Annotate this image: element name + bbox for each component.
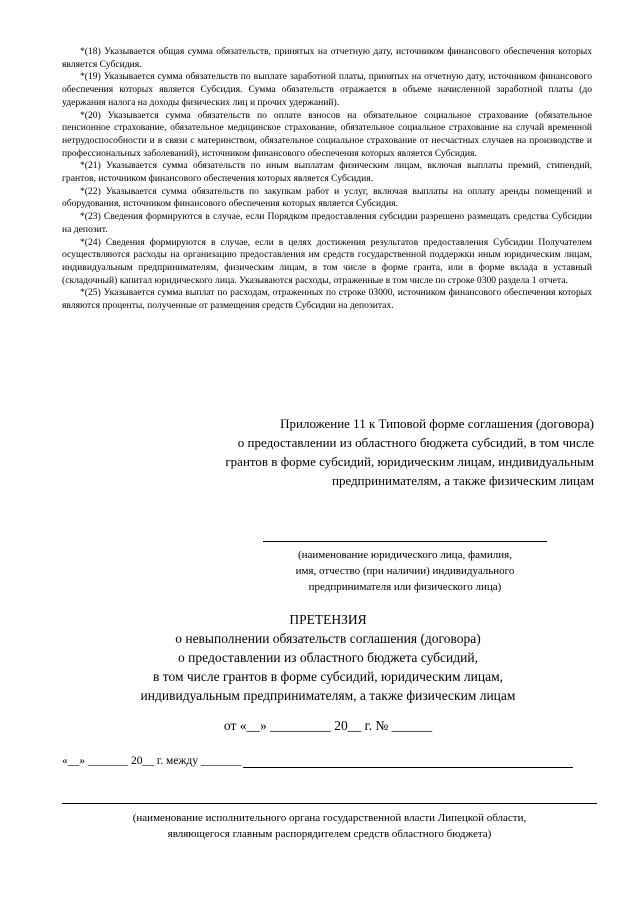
claim-title: ПРЕТЕНЗИЯ: [289, 612, 367, 627]
organization-caption: [62, 810, 597, 842]
claim-line: о невыполнении обязательств соглашения (договора): [175, 631, 481, 646]
appendix-line: грантов в форме субсидий, юридическим лицам, индивидуальным: [225, 454, 594, 469]
footnote-20: *(20) Указывается сумма обязательств по оплате взносов на обязательное социальное страхование (обязательное пенсионное страхование, обязательное медицинское страхование, обязательное социальное страхование на случай временной нетрудоспособности и в связи с материнством, обязательное социальное страхование от несчастных случаев на производстве и профессиональных заболеваний), источником финансового обеспечения которых является Субсидия.: [62, 109, 592, 159]
recipient-caption-line: имя, отчество (при наличии) индивидуального: [295, 565, 515, 577]
footnote-25: *(25) Указывается сумма выплат по расходам, отраженных по строке 03000, источником финансового обеспечения которых являются проценты, полученные от размещения средств Субсидии на депозитах.: [62, 287, 592, 312]
recipient-caption-line: предпринимателя или физического лица): [308, 581, 502, 593]
between-fill-field[interactable]: [243, 755, 573, 768]
appendix-line: Приложение 11 к Типовой форме соглашения (договора): [280, 416, 594, 431]
recipient-caption-line: (наименование юридического лица, фамилия,: [297, 549, 512, 561]
claim-heading: [62, 610, 594, 705]
footnote-19: *(19) Указывается сумма обязательств по выплате заработной платы, принятых на отчетную дату, источником финансового обеспечения которых является Субсидия. Сумма обязательств отражается в объеме начисленной заработной платы (до удержания налога на доходы физических лиц и прочих удержаний).: [62, 71, 592, 108]
organization-caption-line: (наименование исполнительного органа государственной власти Липецкой области,: [132, 812, 527, 824]
organization-name-field[interactable]: [62, 803, 597, 804]
claim-date-number-line[interactable]: от «__» _________ 20__ г. № ______: [223, 718, 433, 733]
claim-line: индивидуальным предпринимателям, а также физическим лицам: [140, 688, 516, 703]
between-line[interactable]: [62, 755, 597, 768]
footnote-18: *(18) Указывается общая сумма обязательств, принятых на отчетную дату, источником финансового обеспечения которых является Субсидия.: [62, 46, 592, 70]
footnote-22: *(22) Указывается сумма обязательств по закупкам работ и услуг, включая выплаты на оплату аренды помещений и оборудования, источником финансового обеспечения которых является Субсидия.: [62, 185, 592, 210]
appendix-line: предпринимателям, а также физическим лицам: [331, 473, 594, 488]
recipient-name-field[interactable]: [263, 541, 547, 542]
footnotes-block: [62, 46, 592, 313]
between-text: «__» _______ 20__ г. между _______: [62, 755, 242, 767]
organization-caption-line: являющегося главным распорядителем средств областного бюджета): [167, 828, 492, 840]
footnote-21: *(21) Указывается сумма обязательств по иным выплатам физическим лицам, включая выплаты премий, стипендий, грантов, источником финансового обеспечения которых является Субсидия.: [62, 160, 592, 185]
appendix-heading: [124, 414, 594, 490]
recipient-caption: [255, 547, 555, 595]
footnote-24: *(24) Сведения формируются в случае, если в целях достижения результатов предоставления Субсидии Получателем осуществляются расходы на организацию предоставления им средств государственной поддержки иным юридическим лицам, индивидуальным предпринимателям, физическим лицам, в том числе в форме гранта, или в форме вклада в уставный (складочный) капитал юридического лица. Указываются расходы, отраженные в том числе по строке 0300 раздела 1 отчета.: [62, 236, 592, 286]
claim-line: о предоставлении из областного бюджета субсидий,: [178, 650, 478, 665]
footnote-23: *(23) Сведения формируются в случае, если Порядком предоставления субсидии разрешено размещать средства Субсидии на депозит.: [62, 211, 592, 235]
appendix-line: о предоставлении из областного бюджета субсидий, в том числе: [237, 435, 594, 450]
claim-line: в том числе грантов в форме субсидий, юридическим лицам,: [152, 669, 504, 684]
